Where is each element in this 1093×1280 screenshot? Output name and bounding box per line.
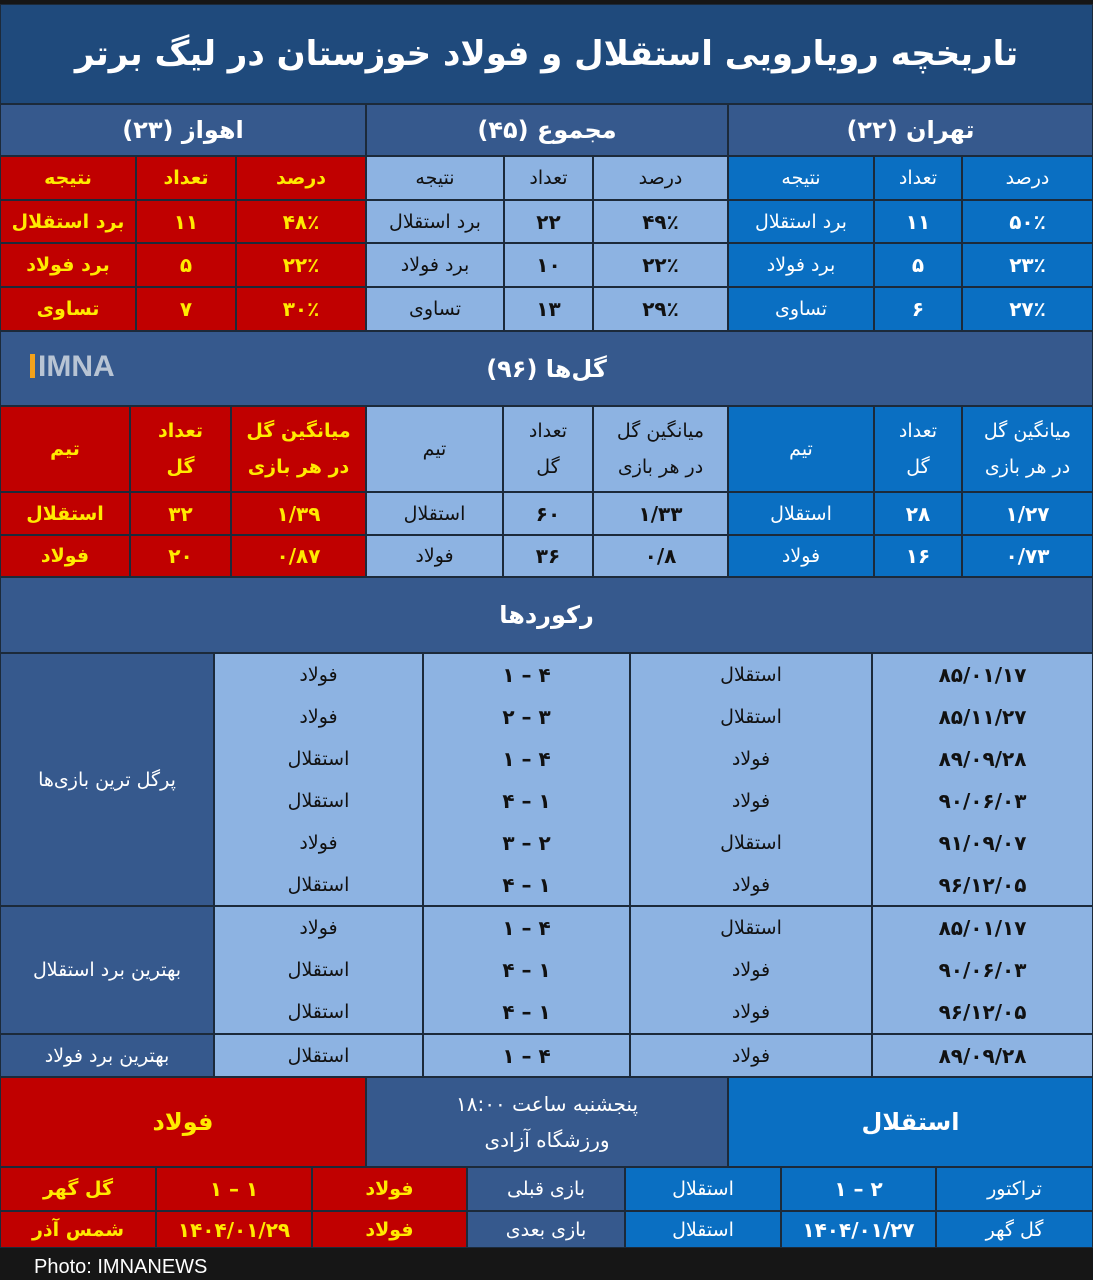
header-count: تعداد xyxy=(504,156,593,200)
header-goals: تعداد گل xyxy=(503,406,593,492)
header-result: نتیجه xyxy=(728,156,874,200)
record-dates-column: ۸۵/۰۱/۱۷ ۸۵/۱۱/۲۷ ۸۹/۰۹/۲۸ ۹۰/۰۶/۰۳ ۹۱/۰۹/۰۷ ۹۶/۱۲/۰۵ xyxy=(872,653,1093,906)
esteghlal-prev-opponent: تراکتور xyxy=(936,1167,1093,1211)
group-title-ahvaz: اهواز (۲۳) xyxy=(0,104,366,156)
percent-cell: ۲۲٪ xyxy=(593,243,728,287)
count-cell: ۱۰ xyxy=(504,243,593,287)
imna-watermark-logo: IMNA xyxy=(30,350,115,384)
page-title: تاریخچه رویارویی استقلال و فولاد خوزستان در لیگ برتر xyxy=(0,4,1093,104)
foolad-next-opponent: شمس آذر xyxy=(0,1211,156,1248)
group-title-total: مجموع (۴۵) xyxy=(366,104,728,156)
label-previous-match: بازی قبلی xyxy=(467,1167,625,1211)
foolad-prev-score: ۱ – ۱ xyxy=(156,1167,312,1211)
result-cell: برد استقلال xyxy=(366,200,504,243)
result-cell: برد فولاد xyxy=(728,243,874,287)
record-label-best-foolad-win: بهترین برد فولاد xyxy=(0,1034,214,1077)
records-title: رکوردها xyxy=(0,577,1093,653)
team-cell: فولاد xyxy=(366,535,503,577)
header-avg: میانگین گل در هر بازی xyxy=(962,406,1093,492)
record-score-column: ۴ – ۱ ۱ – ۴ ۱ – ۴ xyxy=(423,906,630,1034)
goals-cell: ۲۸ xyxy=(874,492,962,535)
result-cell: تساوی xyxy=(0,287,136,331)
foolad-prev-team: فولاد xyxy=(312,1167,467,1211)
count-cell: ۷ xyxy=(136,287,236,331)
percent-cell: ۲۲٪ xyxy=(236,243,366,287)
header-result: نتیجه xyxy=(366,156,504,200)
header-count: تعداد xyxy=(874,156,962,200)
record-away: استقلال xyxy=(214,1034,423,1077)
goals-cell: ۲۰ xyxy=(130,535,231,577)
upcoming-home-team: استقلال xyxy=(728,1077,1093,1167)
count-cell: ۶ xyxy=(874,287,962,331)
team-cell: فولاد xyxy=(728,535,874,577)
group-title-tehran: تهران (۲۲) xyxy=(728,104,1093,156)
avg-cell: ۱/۳۹ xyxy=(231,492,366,535)
count-cell: ۱۳ xyxy=(504,287,593,331)
logo-accent-bar xyxy=(30,354,35,378)
upcoming-match-info xyxy=(366,1077,728,1167)
result-cell: تساوی xyxy=(366,287,504,331)
esteghlal-next-date: ۱۴۰۴/۰۱/۲۷ xyxy=(781,1211,936,1248)
avg-cell: ۱/۳۳ xyxy=(593,492,728,535)
percent-cell: ۴۸٪ xyxy=(236,200,366,243)
result-cell: برد استقلال xyxy=(0,200,136,243)
record-home-column: استقلال استقلال فولاد فولاد استقلال فولاد xyxy=(630,653,872,906)
foolad-next-date: ۱۴۰۴/۰۱/۲۹ xyxy=(156,1211,312,1248)
record-away-column: فولاد استقلال استقلال xyxy=(214,906,423,1034)
match-time: پنجشنبه ساعت ۱۸:۰۰ xyxy=(456,1092,639,1116)
header-goals: تعداد گل xyxy=(130,406,231,492)
match-venue: ورزشگاه آزادی xyxy=(484,1128,610,1152)
upcoming-away-team: فولاد xyxy=(0,1077,366,1167)
record-label-highest-scoring: پرگل ترین بازی‌ها xyxy=(0,653,214,906)
photo-credit: Photo: IMNANEWS xyxy=(34,1256,208,1278)
esteghlal-prev-team: استقلال xyxy=(625,1167,781,1211)
percent-cell: ۲۹٪ xyxy=(593,287,728,331)
result-cell: تساوی xyxy=(728,287,874,331)
goals-title: گل‌ها (۹۶) xyxy=(0,331,1093,406)
percent-cell: ۳۰٪ xyxy=(236,287,366,331)
count-cell: ۱۱ xyxy=(136,200,236,243)
record-home: فولاد xyxy=(630,1034,872,1077)
foolad-next-team: فولاد xyxy=(312,1211,467,1248)
avg-cell: ۰/۸ xyxy=(593,535,728,577)
record-label-best-esteghlal-win: بهترین برد استقلال xyxy=(0,906,214,1034)
avg-cell: ۰/۸۷ xyxy=(231,535,366,577)
team-cell: استقلال xyxy=(728,492,874,535)
team-cell: استقلال xyxy=(0,492,130,535)
result-cell: برد فولاد xyxy=(366,243,504,287)
count-cell: ۲۲ xyxy=(504,200,593,243)
label-next-match: بازی بعدی xyxy=(467,1211,625,1248)
avg-cell: ۱/۲۷ xyxy=(962,492,1093,535)
percent-cell: ۲۷٪ xyxy=(962,287,1093,331)
header-team: تیم xyxy=(728,406,874,492)
percent-cell: ۴۹٪ xyxy=(593,200,728,243)
header-avg: میانگین گل در هر بازی xyxy=(593,406,728,492)
team-cell: استقلال xyxy=(366,492,503,535)
result-cell: برد فولاد xyxy=(0,243,136,287)
count-cell: ۱۱ xyxy=(874,200,962,243)
percent-cell: ۲۳٪ xyxy=(962,243,1093,287)
record-score: ۴ – ۱ xyxy=(423,1034,630,1077)
result-cell: برد استقلال xyxy=(728,200,874,243)
header-avg: میانگین گل در هر بازی xyxy=(231,406,366,492)
record-date: ۸۹/۰۹/۲۸ xyxy=(872,1034,1093,1077)
esteghlal-next-team: استقلال xyxy=(625,1211,781,1248)
esteghlal-next-opponent: گل گهر xyxy=(936,1211,1093,1248)
goals-cell: ۱۶ xyxy=(874,535,962,577)
count-cell: ۵ xyxy=(136,243,236,287)
header-team: تیم xyxy=(366,406,503,492)
record-score-column: ۴ – ۱ ۳ – ۲ ۴ – ۱ ۱ – ۴ ۲ – ۳ ۱ – ۴ xyxy=(423,653,630,906)
team-cell: فولاد xyxy=(0,535,130,577)
record-away-column: فولاد فولاد استقلال استقلال فولاد استقلال xyxy=(214,653,423,906)
foolad-prev-opponent: گل گهر xyxy=(0,1167,156,1211)
goals-cell: ۶۰ xyxy=(503,492,593,535)
goals-cell: ۳۶ xyxy=(503,535,593,577)
header-percent: درصد xyxy=(236,156,366,200)
header-percent: درصد xyxy=(593,156,728,200)
esteghlal-prev-score: ۲ – ۱ xyxy=(781,1167,936,1211)
header-team: تیم xyxy=(0,406,130,492)
percent-cell: ۵۰٪ xyxy=(962,200,1093,243)
header-result: نتیجه xyxy=(0,156,136,200)
record-home-column: استقلال فولاد فولاد xyxy=(630,906,872,1034)
avg-cell: ۰/۷۳ xyxy=(962,535,1093,577)
count-cell: ۵ xyxy=(874,243,962,287)
record-dates-column: ۸۵/۰۱/۱۷ ۹۰/۰۶/۰۳ ۹۶/۱۲/۰۵ xyxy=(872,906,1093,1034)
header-count: تعداد xyxy=(136,156,236,200)
header-goals: تعداد گل xyxy=(874,406,962,492)
goals-cell: ۳۲ xyxy=(130,492,231,535)
header-percent: درصد xyxy=(962,156,1093,200)
